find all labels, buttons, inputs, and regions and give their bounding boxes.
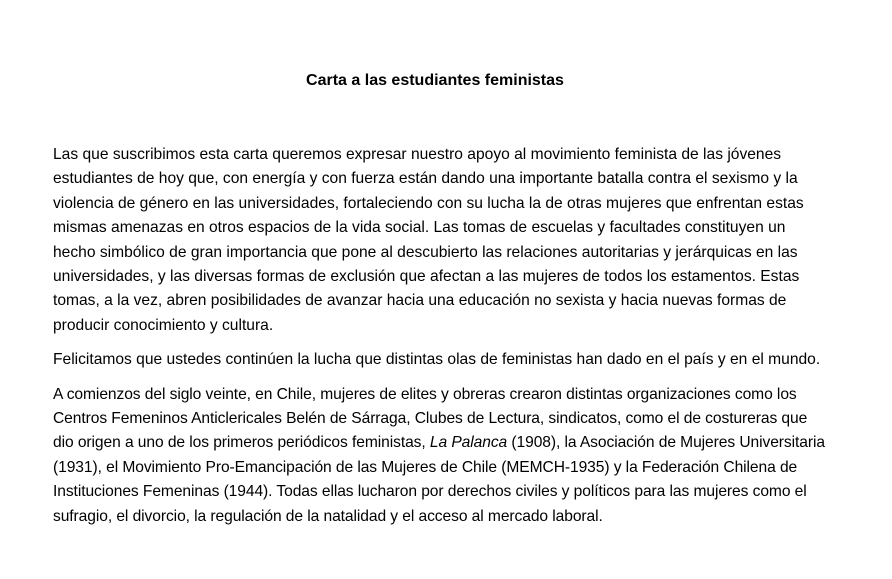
paragraph-3-text-after: (1908), la Asociación de Mujeres Universitaria (1931), el Movimiento Pro-Emancipación de las Mujeres de Chile (MEMCH-1935) y la Federación Chilena de Instituciones Femeninas (1944). Todas ellas lucharon por derechos civiles y políticos para las mujeres como el sufragio, el divorcio, la regulación de la natalidad y el acceso al mercado laboral.	[53, 434, 825, 525]
paragraph-1: Las que suscribimos esta carta queremos expresar nuestro apoyo al movimiento feminista de las jóvenes estudiantes de hoy que, con energía y con fuerza están dando una importante batalla contra el sexismo y la violencia de género en las universidades, fortaleciendo con su lucha la de otras mujeres que enfrentan estas mismas amenazas en otros espacios de la vida social. Las tomas de escuelas y facultades constituyen un hecho simbólico de gran importancia que pone al descubierto las relaciones autoritarias y jerárquicas en las universidades, y las diversas formas de exclusión que afectan a las mujeres de todos los estamentos. Estas tomas, a la vez, abren posibilidades de avanzar hacia una educación no sexista y hacia nuevas formas de producir conocimiento y cultura.	[53, 146, 804, 334]
paragraph-3-text-before: A comienzos del siglo veinte, en Chile, mujeres de elites y obreras crearon distintas organizaciones como los Centros Femeninos Anticlericales Belén de Sárraga, Clubes de Lectura, sindicatos, como el de costureras que dio origen a uno de los primeros periódicos feministas,	[53, 385, 808, 452]
document-title: Carta a las estudiantes feministas	[306, 72, 564, 89]
document-body	[53, 143, 828, 539]
paragraph-3	[53, 383, 828, 529]
newspaper-title-italic: La Palanca	[429, 434, 508, 452]
paragraph-2: Felicitamos que ustedes continúen la lucha que distintas olas de feministas han dado en el país y en el mundo.	[53, 351, 821, 369]
